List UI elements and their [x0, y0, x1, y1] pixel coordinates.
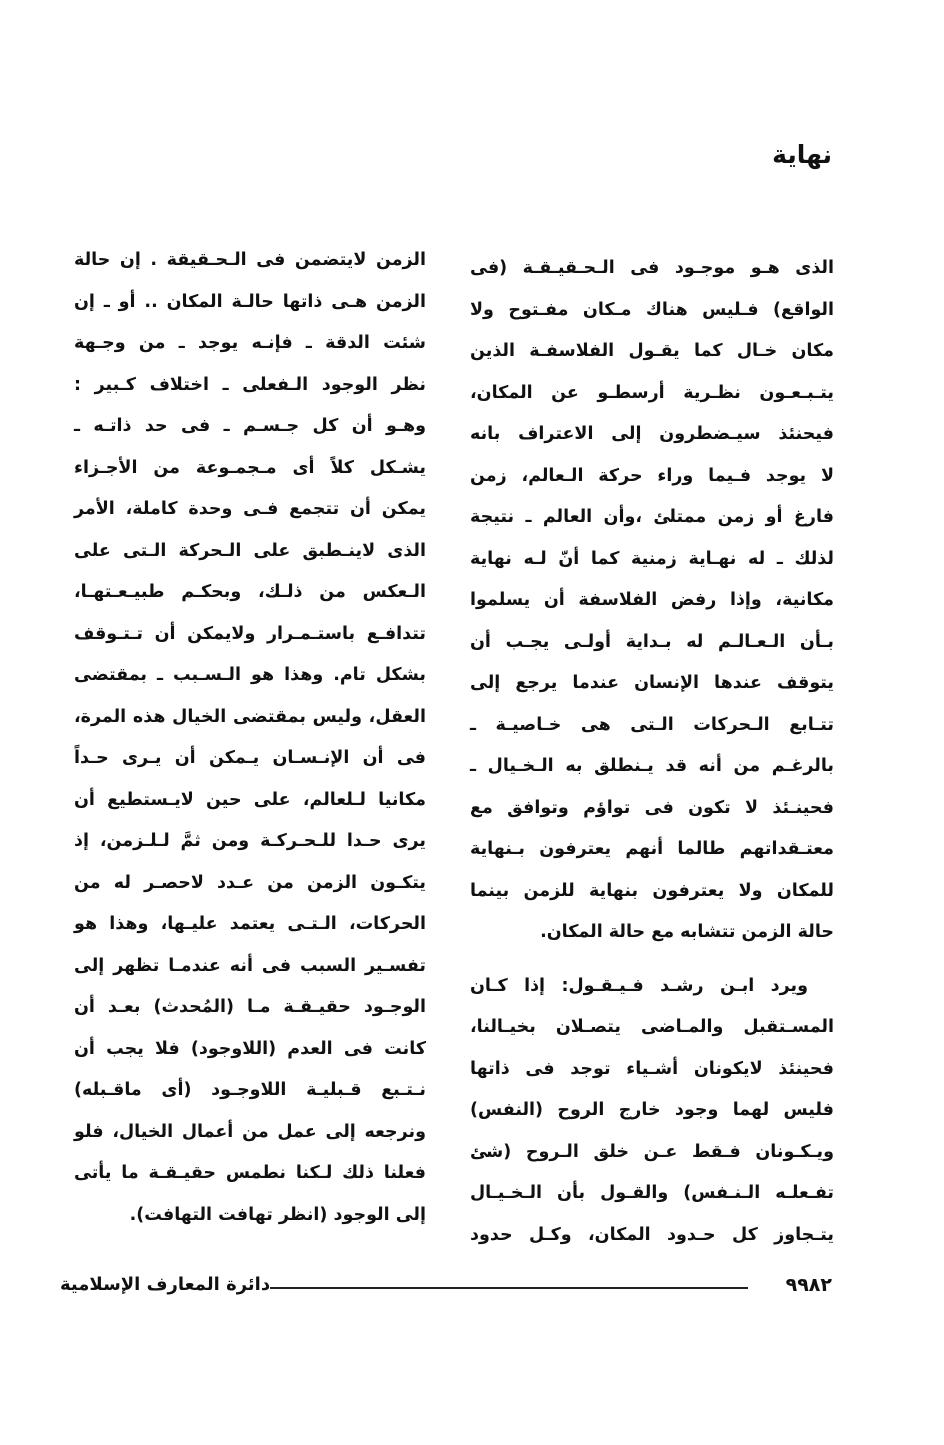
page-footer [60, 1268, 832, 1302]
text-line: بالرغـم من أنه قد يـنطلق به الـخـيال ـ [470, 756, 834, 776]
text-line: يمكن أن تتجمع فـى وحدة كاملة، الأمر [74, 499, 426, 519]
text-line: إلى الوجود (انظر تهافت التهافت). [129, 1204, 426, 1225]
text-line: فعلنا ذلك لـكنا نطمس حقيـقـة ما يأتى [74, 1163, 426, 1183]
text-line: يشـكل كلاً أى مـجمـوعة من الأجـزاء [74, 457, 426, 478]
text-line: يتـبـعـون نظـرية أرسطـو عن المكان، [470, 382, 834, 403]
text-line: فليس لهما وجود خارج الروح (النفس) [470, 1100, 834, 1120]
text-line: الوجـود حقيـقـة مـا (المُحدث) بعـد أن [74, 997, 426, 1017]
page-number: ٩٩٨٢ [785, 1274, 832, 1296]
text-line: الواقع) فـليس هناك مـكان مفـتوح ولا [470, 299, 834, 320]
paragraph-gap [470, 954, 834, 966]
left-column [74, 240, 426, 1236]
publication-title: دائرة المعارف الإسلامية [60, 1274, 271, 1295]
text-line: الـعكس من ذلـك، وبحكـم طبيـعـتهـا، [74, 582, 426, 602]
text-line: ويرد ابـن رشـد فـيـقـول: إذا كـان [470, 975, 808, 996]
left-column-paragraph-1 [74, 240, 426, 1236]
text-line: فارغ أو زمن ممتلئ ،وأن العالم ـ نتيجة [470, 507, 834, 527]
text-line: العقل، وليس بمقتضى الخيال هذه المرة، [74, 706, 426, 727]
text-line: تتـابع الـحركات الـتى هى خـاصيـة ـ [470, 714, 834, 735]
text-line: ونرجعه إلى عمل من أعمال الخيال، فلو [74, 1121, 426, 1142]
running-title: نهاية [772, 140, 832, 169]
text-line: نـتـبع قـبليـة اللاوجـود (أى ماقـبله) [74, 1080, 426, 1100]
text-line: فحينـئذ لا تكون فى تواؤم وتوافق مع [470, 797, 834, 818]
text-line: كانت فى العدم (اللاوجود) فلا يجب أن [74, 1038, 426, 1059]
text-line: المسـتقبل والمـاضى يتصـلان بخيـالنا، [470, 1017, 834, 1037]
text-line: الذى لاينـطبق على الـحركة الـتى على [74, 540, 426, 561]
text-line: لذلك ـ له نهـاية زمنية كما أنّ لـه نهاية [470, 548, 834, 569]
text-line: يتـجاوز كل حـدود المكان، وكـل حدود [470, 1224, 834, 1245]
right-column [470, 248, 834, 1256]
text-line: الحركات، الـتـى يعتمد عليـها، وهذا هو [74, 914, 426, 934]
text-line: لا يوجد فـيما وراء حركة الـعالم، زمن [470, 465, 834, 486]
text-line: نظر الوجود الـفعلى ـ اختلاف كـبير : [74, 374, 426, 395]
right-column-paragraph-2 [470, 966, 834, 1257]
text-line: تفـعلـه الـنـفس) والقـول بأن الـخـيـال [470, 1183, 834, 1203]
text-line: شئت الدقة ـ فإنـه يوجد ـ من وجـهة [74, 333, 426, 353]
text-line: وهـو أن كل جـسـم ـ فى حد ذاتـه ـ [74, 416, 426, 436]
text-line: بـأن الـعـالـم له بـداية أولـى يجـب أن [470, 631, 834, 652]
text-line: مكان خـال كما يقـول الفلاسفـة الذين [470, 341, 834, 361]
text-line: معتـقداتهم طالما أنهم يعترفون بـنهاية [470, 839, 834, 859]
text-line: تفسـير السبب فى أنه عندمـا تظهر إلى [74, 955, 426, 976]
text-line: يتكـون الزمن من عـدد لاحصـر له من [74, 872, 426, 893]
footer-rule [270, 1287, 748, 1289]
text-line: فى أن الإنـسـان يـمكن أن يـرى حـداً [74, 748, 426, 768]
text-line: الذى هـو موجـود فى الـحـقيـقـة (فى [470, 258, 834, 278]
right-column-paragraph-1 [470, 248, 834, 954]
text-line: ويـكـونان فـقط عـن خلق الـروح (شئ [470, 1141, 834, 1162]
text-line: يتوقف عندها الإنسان عندما يرجع إلى [470, 673, 834, 693]
text-line: الزمن لايتضمن فى الـحـقيقة . إن حالة [74, 250, 426, 270]
text-line: الزمن هـى ذاتها حالـة المكان .. أو ـ إن [74, 291, 426, 312]
text-line: بشكل تام. وهذا هو الـسـبب ـ بمقتضى [74, 665, 426, 685]
text-line: للمكان ولا يعترفون بنهاية للزمن بينما [470, 880, 834, 901]
text-line: تتدافـع باستـمـرار ولايمكن أن تـتـوقف [74, 623, 426, 644]
text-line: حالة الزمن تتشابه مع حالة المكان. [540, 922, 834, 942]
text-line: فيحنئذ سيـضطرون إلى الاعتراف بانه [470, 424, 834, 444]
text-line: مكانية، وإذا رفض الفلاسفة أن يسلموا [470, 590, 834, 610]
text-line: مكانيا لـلعالم، على حين لايـستطيع أن [74, 789, 426, 810]
text-line: يرى حـدا للـحـركـة ومن ثمَّ لـلـزمن، إذ [74, 831, 426, 851]
text-line: فحينئذ لايكونان أشـياء توجد فى ذاتها [470, 1058, 834, 1079]
